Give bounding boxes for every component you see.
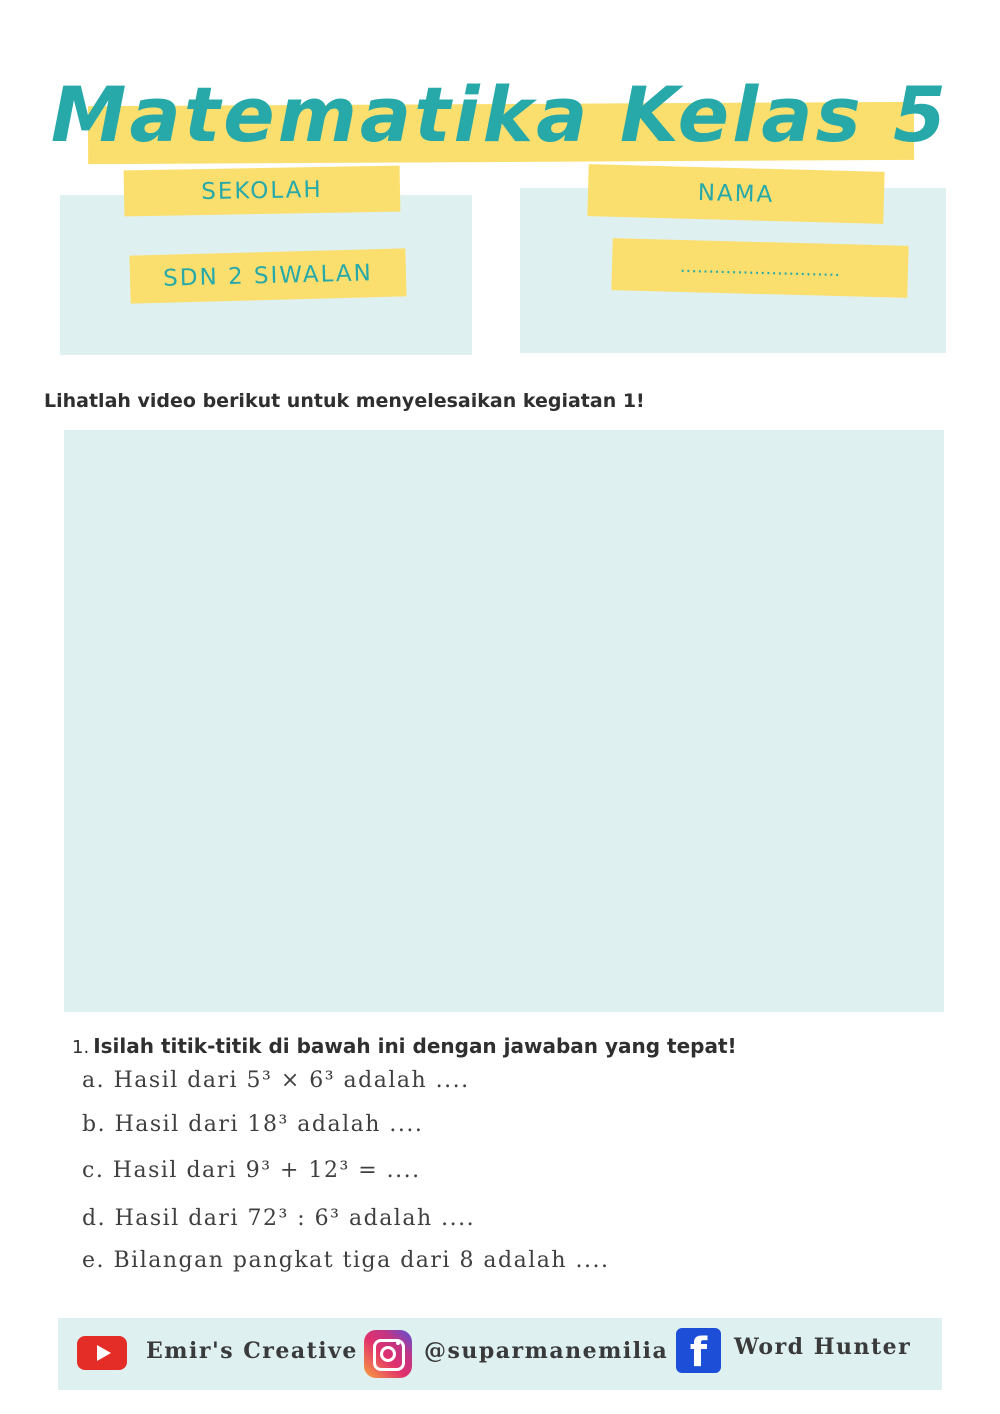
question-item-e: e. Bilangan pangkat tiga dari 8 adalah .... [82,1248,610,1273]
question-item-c: c. Hasil dari 9³ + 12³ = .... [82,1158,421,1183]
question-header [72,1034,737,1058]
instruction-text: Lihatlah video berikut untuk menyelesaikan kegiatan 1! [44,390,645,412]
school-value: SDN 2 SIWALAN [129,248,406,303]
name-field[interactable]: ............................ [611,238,908,298]
youtube-icon[interactable] [77,1336,127,1370]
question-item-b: b. Hasil dari 18³ adalah .... [82,1112,424,1137]
instagram-handle-label[interactable]: @suparmanemilia [424,1338,669,1364]
instagram-lens [380,1346,396,1362]
name-label: NAMA [587,164,884,224]
facebook-icon[interactable]: f [676,1328,721,1373]
facebook-page-label[interactable]: Word Hunter [734,1334,912,1360]
question-instruction: Isilah titik-titik di bawah ini dengan jawaban yang tepat! [93,1034,737,1058]
page-title: Matematika Kelas 5 [50,70,950,159]
question-number: 1. [72,1037,90,1058]
youtube-channel-label[interactable]: Emir's Creative [146,1338,358,1364]
video-placeholder[interactable] [64,430,944,1012]
instagram-icon[interactable] [364,1330,412,1378]
instagram-flash-dot [396,1341,400,1345]
question-item-a: a. Hasil dari 5³ × 6³ adalah .... [82,1068,470,1093]
school-label: SEKOLAH [124,166,401,217]
question-item-d: d. Hasil dari 72³ : 6³ adalah .... [82,1206,476,1231]
